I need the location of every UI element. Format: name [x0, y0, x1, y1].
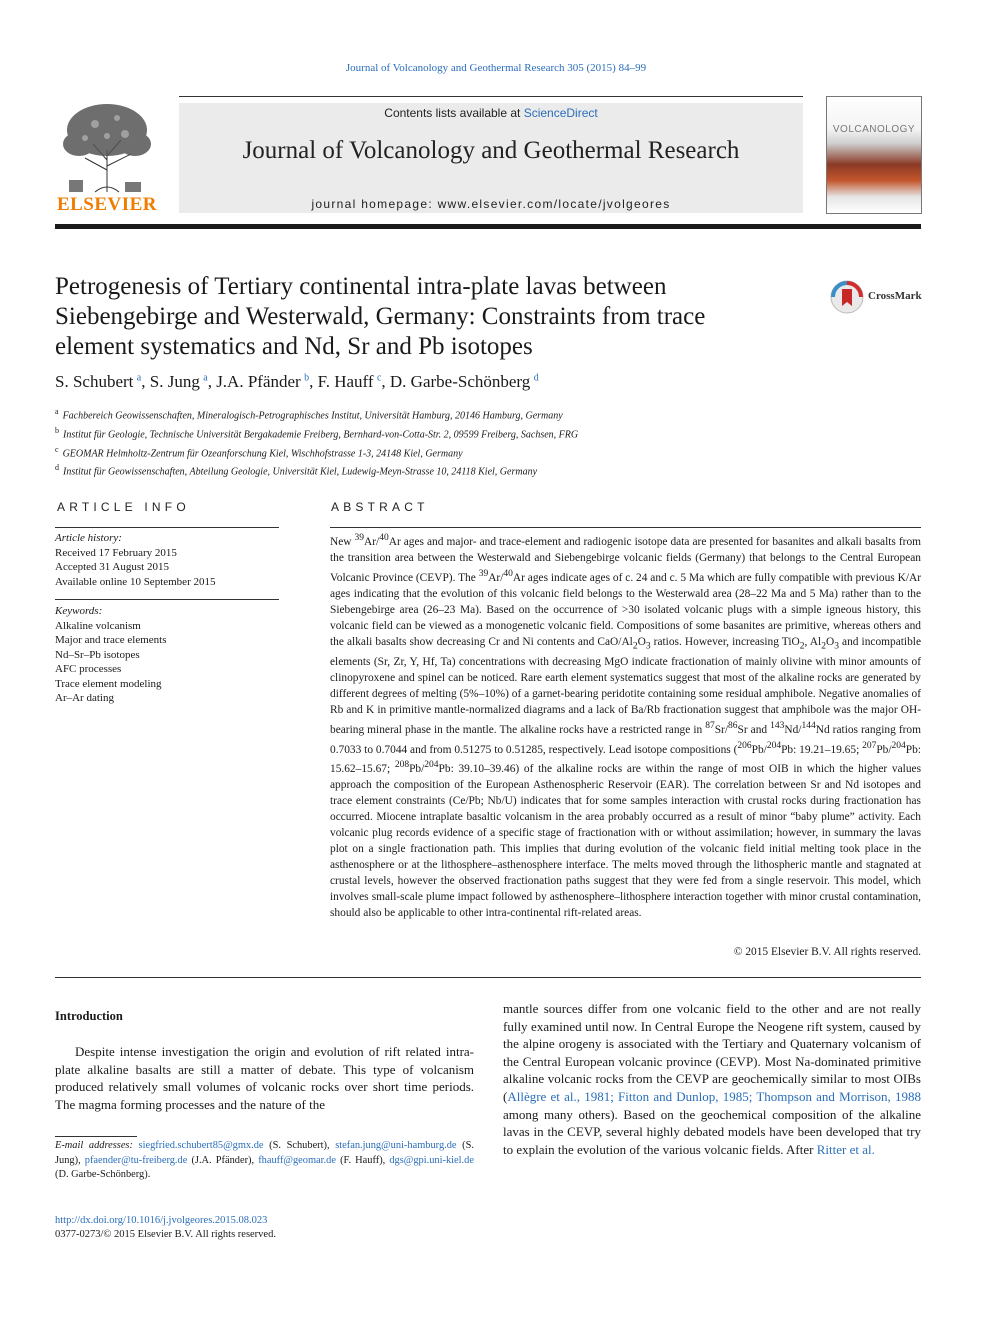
keyword: Major and trace elements	[55, 634, 167, 646]
introduction-heading: Introduction	[55, 1009, 123, 1023]
journal-masthead	[179, 103, 803, 213]
elsevier-wordmark: ELSEVIER	[56, 194, 158, 215]
elsevier-logo	[55, 100, 159, 216]
affiliation-text: Institut für Geologie, Technische Universität Bergakademie Freiberg, Bernhard-von-Cotta-Str. 2, 09599 Freiberg, Sachsen, FRG	[63, 429, 579, 441]
journal-cover-thumbnail[interactable]	[826, 96, 922, 214]
crossmark-label: CrossMark	[868, 290, 922, 302]
citation-link[interactable]: Ritter et al.	[816, 1141, 875, 1157]
accepted-date: Accepted 31 August 2015	[55, 561, 169, 573]
header-divider	[179, 96, 803, 97]
email-link[interactable]: stefan.jung@uni-hamburg.de	[335, 1140, 457, 1151]
keyword: Trace element modeling	[55, 677, 162, 690]
keyword: Alkaline volcanism	[55, 619, 141, 632]
article-info-rule	[55, 527, 279, 528]
tree-icon	[55, 100, 159, 196]
keyword-list	[55, 604, 279, 706]
affiliation-text: Institut für Geowissenschaften, Abteilung Geologie, Universität Kiel, Ludewig-Meyn-Strasse 10, 24118 Kiel, Germany	[63, 466, 538, 478]
author-name[interactable]: D. Garbe-Schönberg	[389, 372, 531, 391]
affiliation-item	[55, 424, 935, 443]
journal-title: Journal of Volcanology and Geothermal Research	[242, 137, 740, 164]
article-title: Petrogenesis of Tertiary continental intra-plate lavas between Siebengebirge and Westerwald, Germany: Constraints from trace element systematics and Nd, Sr and Pb isotopes	[55, 273, 706, 360]
affiliation-text: GEOMAR Helmholtz-Zentrum für Ozeanforschung Kiel, Wischhofstrasse 1-3, 24148 Kiel, Germany	[62, 447, 463, 459]
affiliation-marker[interactable]: d	[533, 372, 539, 384]
abstract-text: New $^{39}$Ar/$^{40}$Ar ages and major- and trace-element and radiogenic isotope data are presented for basanites and alkali basalts from the transition area between the Westerwald and Siebengebirge volcanic fields (Germany) that belongs to the Central European Volcanic Province (CEVP). The $^{39}$Ar/$^{40}$Ar ages indicate ages of c. 24 and c. 5 Ma which are fully compatible with previous K/Ar ages indicating that the evolution of this volcanic field belongs to the Westerwald area (28–22 Ma and 5 Ma) rather than to the Siebengebirge area (26–23 Ma). Based on the occurrence of >30 isolated volcanic plugs with a simple igneous history, this volcanic field can be viewed as a monogenetic volcanic field. Compositions of some basanites are primitive, whereas others and the alkali basalts show decreasing Cr and Ni contents and CaO/$Al_2O_3$ ratios. However, increasing TiO$_2$, $Al_2O_3$ and incompatible elements (Sr, Zr, Y, Hf, Ta) concentrations with decreasing MgO indicate fractionation of mainly olivine with minor amounts of clinopyroxene and spinel can be noticed. Rare earth element systematics suggest that most of the alkaline rocks are generated by different degrees of melting (5%–10%) of a garnet-bearing peridotite containing some residual amphibole. Negative anomalies of Rb and K in primitive mantle-normalized diagrams and a lack of Ba/Rb fractionation suggest that amphibole was the major OH-bearing mineral phase in the mantle. The alkaline rocks have a restricted range in $^{87}$Sr/$^{86}$Sr and $^{143}$Nd/$^{144}$Nd ratios ranging from 0.7033 to 0.7044 and from 0.51275 to 0.51285, respectively. Lead isotope compositions ($^{206}$Pb/$^{204}$Pb: 19.21–19.65; $^{207}$Pb/$^{204}$Pb: 15.62–15.67; $^{208}$Pb/$^{204}$Pb: 39.10–39.46) of the alkaline rocks are within the range of most OIB in which the higher values approach the composition of the European Asthenospheric Reservoir (EAR). The correlation between Sr and Nd isotopes and trace element constraints (Ce/Pb; Nb/U) indicates that for some samples interaction with crustal rocks during fractionation has occurred. Miocene intraplate basaltic volcanism in the area probably occurred as a result of minor “baby plume” activity. Each volcanic plug records evidence of a specific stage of fractionation with or without assimilation; however, in summary the lavas plot on a single fractionation path. This implies that during evolution of the volcanic field initial melting took place in the asthenosphere or at the lithosphere–asthenosphere interface. The melts moved through the lithospheric mantle and stagnated at crustal levels, however the observed fractionation paths suggest that they were fed from a single reservoir. This model, which involves small-scale plume impact followed by asthenosphere–lithosphere interaction together with minor crustal contamination, should also be applicable to other intra-continental rift-related areas.	[330, 533, 922, 920]
author-name[interactable]: F. Hauff	[317, 372, 374, 391]
email-owner: (D. Garbe-Schönberg).	[55, 1169, 151, 1180]
email-label: E-mail addresses:	[55, 1140, 133, 1151]
keyword: Nd–Sr–Pb isotopes	[55, 648, 140, 661]
issn-copyright: 0377-0273/© 2015 Elsevier B.V. All rights reserved.	[55, 1229, 276, 1240]
keywords-rule	[55, 599, 279, 600]
email-owner: (S. Jung),	[55, 1140, 474, 1166]
article-history	[55, 531, 279, 589]
abstract-copyright: © 2015 Elsevier B.V. All rights reserved.	[733, 946, 921, 958]
affiliation-marker[interactable]: c	[376, 372, 382, 384]
email-link[interactable]: dgs@gpi.uni-kiel.de	[389, 1154, 474, 1166]
abstract-heading: ABSTRACT	[331, 500, 429, 514]
email-link[interactable]: siegfried.schubert85@gmx.de	[138, 1140, 264, 1151]
affiliation-item	[55, 461, 935, 480]
author-name[interactable]: J.A. Pfänder	[216, 372, 301, 391]
email-owner: (J.A. Pfänder),	[191, 1154, 255, 1166]
email-footnote	[55, 1139, 474, 1183]
email-link[interactable]: pfaender@tu-freiberg.de	[84, 1154, 188, 1166]
citation-link[interactable]: Allègre et al., 1981; Fitton and Dunlop, 1985; Thompson and Morrison, 1988	[507, 1088, 921, 1104]
header-thick-rule	[55, 224, 921, 229]
contents-prefix: Contents lists available at	[384, 106, 524, 120]
affiliation-key: a	[55, 407, 59, 416]
received-date: Received 17 February 2015	[55, 546, 177, 559]
history-label: Article history:	[55, 532, 122, 544]
keywords-label: Keywords:	[55, 605, 103, 617]
affiliation-key: d	[55, 463, 59, 473]
affiliation-item	[55, 405, 935, 424]
email-link[interactable]: fhauff@geomar.de	[258, 1154, 336, 1166]
keyword: AFC processes	[55, 663, 122, 675]
article-info-heading: ARTICLE INFO	[57, 500, 190, 514]
journal-citation-link[interactable]: Journal of Volcanology and Geothermal Research 305 (2015) 84–99	[345, 62, 647, 74]
abstract-rule	[330, 527, 921, 528]
crossmark-icon	[830, 280, 864, 314]
affiliation-text: Fachbereich Geowissenschaften, Mineralogisch-Petrographisches Institut, Universität Hamburg, 20146 Hamburg, Germany	[62, 410, 563, 422]
email-owner: (S. Schubert),	[269, 1140, 330, 1151]
keyword: Ar–Ar dating	[55, 692, 114, 704]
intro-column-left: Despite intense investigation the origin and evolution of rift related intra-plate alkaline basalts are still a matter of debate. This type of volcanism produced relatively small volumes of volcanic rocks over short time periods. The magma forming processes and the nature of the	[55, 1044, 474, 1112]
affiliation-marker[interactable]: b	[304, 372, 310, 384]
affiliation-marker[interactable]: a	[203, 372, 208, 384]
author-name[interactable]: S. Schubert	[55, 372, 134, 391]
author-name[interactable]: S. Jung	[149, 372, 200, 391]
sciencedirect-link[interactable]: ScienceDirect	[523, 106, 598, 120]
footnote-rule	[55, 1136, 137, 1137]
author-list: S. Schubert $^a$, S. Jung $^a$, J.A. Pfänder $^b$, F. Hauff $^c$, D. Garbe-Schönberg $^d$	[55, 372, 539, 391]
affiliation-item	[55, 443, 935, 462]
online-date: Available online 10 September 2015	[55, 575, 216, 588]
journal-homepage[interactable]: journal homepage: www.elsevier.com/locate/jvolgeores	[311, 197, 671, 211]
affiliation-key: b	[55, 425, 59, 435]
affiliation-list	[55, 405, 935, 480]
email-owner: (F. Hauff),	[340, 1154, 386, 1166]
crossmark-badge[interactable]	[830, 280, 930, 316]
contents-line	[179, 106, 803, 120]
abstract-bottom-rule	[55, 977, 921, 978]
cover-title: VOLCANOLOGY	[832, 124, 916, 135]
affiliation-marker[interactable]: a	[136, 372, 142, 384]
intro-column-right: mantle sources differ from one volcanic field to the other and are not really fully examined until now. In Central Europe the Neogene rift system, caused by the alpine orogeny is associated with the Tertiary and Quaternary volcanism of the Central European volcanic province (CEVP). Most Na-dominated primitive alkaline volcanic rocks from the CEVP are geochemically similar to most OIBs (Allègre et al., 1981; Fitton and Dunlop, 1985; Thompson and Morrison, 1988 among many others). Based on the geochemical composition of the alkaline lavas in the CEVP, several highly debated models have been developed that try to explain the evolution of the various volcanic fields. After Ritter et al.	[503, 1001, 921, 1157]
affiliation-key: c	[55, 444, 59, 454]
doi-link[interactable]: http://dx.doi.org/10.1016/j.jvolgeores.2015.08.023	[55, 1215, 268, 1226]
